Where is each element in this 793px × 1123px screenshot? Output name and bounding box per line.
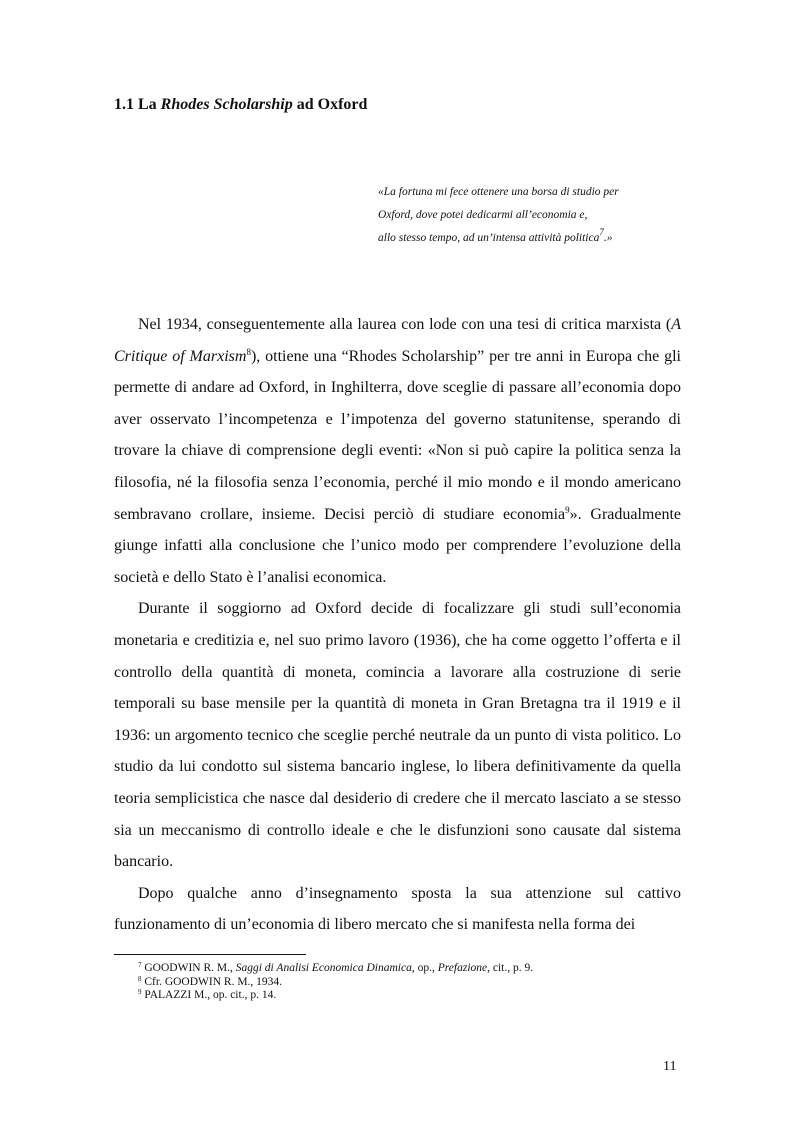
footnote — [138, 962, 533, 976]
footnote-divider — [114, 954, 306, 955]
paragraph-text: Nel 1934, conseguentemente alla laurea con lode con una tesi di critica marxista ( — [138, 316, 672, 333]
epigraph-line-text: allo stesso tempo, ad un’intensa attività politica — [378, 232, 600, 244]
epigraph-line: Oxford, dove potei dedicarmi all’economia e, — [378, 209, 588, 221]
heading-prefix: 1.1 La — [114, 96, 161, 113]
body-text — [114, 309, 681, 941]
footnote-text: PALAZZI M., op. cit., p. 14. — [141, 989, 277, 1001]
epigraph-line: «La fortuna mi fece ottenere una borsa di studio per — [378, 186, 619, 198]
epigraph-line — [378, 227, 619, 250]
paragraph-text: ». Gradualmente giunge infatti alla conclusione che l’unico modo per comprendere l’evoluzione della società e dello Stato è l’analisi economica. — [114, 505, 682, 586]
footnote-ref[interactable]: 7 — [599, 227, 604, 237]
footnote-ref[interactable]: 9 — [565, 504, 570, 515]
epigraph-quote — [378, 181, 619, 250]
footnote-text: , op., — [411, 962, 438, 974]
heading-suffix: ad Oxford — [292, 96, 368, 113]
footnotes — [138, 962, 533, 1003]
footnote-text: , cit., p. 9. — [487, 962, 534, 974]
footnote — [138, 976, 533, 990]
footnote-number: 9 — [138, 988, 142, 996]
footnote-text: GOODWIN R. M., — [141, 962, 236, 974]
footnote-ref[interactable]: 8 — [246, 346, 251, 357]
section-heading — [114, 96, 367, 114]
page-number: 11 — [663, 1059, 677, 1074]
footnote-title: Saggi di Analisi Economica Dinamica — [235, 962, 412, 974]
footnote — [138, 989, 533, 1003]
epigraph-line-end: .» — [603, 232, 613, 244]
work-title: A Critique of Marxism — [114, 316, 681, 365]
footnote-number: 8 — [138, 974, 142, 983]
footnote-title: Prefazione — [437, 962, 488, 974]
paragraph: Durante il soggiorno ad Oxford decide di focalizzare gli studi sull’economia monetaria e creditizia e, nel suo primo lavoro (1936), che ha come oggetto l’offerta e il controllo della quantità di moneta, comincia a lavorare alla costruzione di serie temporali su base mensile per la quantità di moneta in Gran Bretagna tra il 1919 e il 1936: un argomento tecnico che sceglie perché neutrale da un punto di vista politico. Lo studio da lui condotto sul sistema bancario inglese, lo libera definitivamente da quella teoria semplicistica che nasce dal desiderio di credere che il mercato lasciato a se stesso sia un meccanismo di controllo ideale e che le disfunzioni sono causate dal sistema bancario. — [114, 600, 681, 871]
paragraph-text: ), ottiene una “Rhodes Scholarship” per tre anni in Europa che gli permette di andare ad Oxford, in Inghilterra, dove sceglie di passare all’economia dopo aver osservato l’incompetenza e l’impotenza del governo statunitense, sperando di trovare la chiave di comprensione degli eventi: «Non si può capire la politica senza la filosofia, né la filosofia senza l’economia, perché il mio mondo e il mondo americano sembravano crollare, insieme. Decisi perciò di studiare economia — [114, 347, 681, 523]
heading-italic: Rhodes Scholarship — [160, 96, 293, 113]
paragraph — [114, 309, 681, 593]
paragraph: Dopo qualche anno d’insegnamento sposta la sua attenzione sul cattivo funzionamento di un’economia di libero mercato che si manifesta nella forma dei — [114, 884, 681, 934]
footnote-number: 7 — [138, 961, 142, 969]
footnote-text: Cfr. GOODWIN R. M., 1934. — [141, 975, 283, 988]
